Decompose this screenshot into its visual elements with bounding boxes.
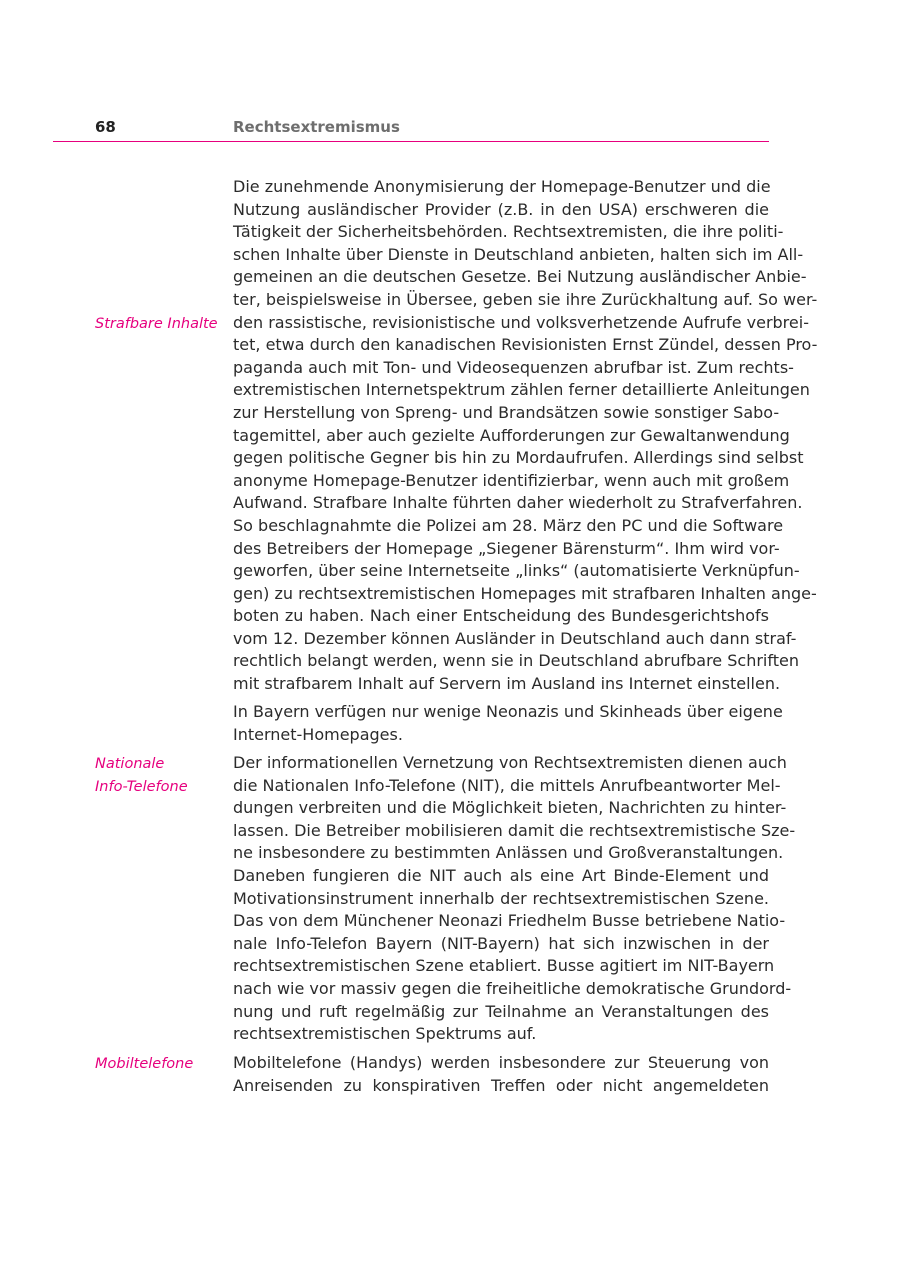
text-line: Nutzung ausländischer Provider (z.B. in den USA) erschweren die	[233, 199, 769, 219]
text-line: extremistischen Internetspektrum zählen ferner detaillierte Anleitungen	[233, 380, 810, 400]
text-line: rechtsextremistischen Spektrums auf.	[233, 1024, 537, 1044]
margin-note-nationale: Nationale	[95, 756, 165, 772]
text-line: rechtsextremistischen Szene etabliert. Busse agitiert im NIT-Bayern	[233, 956, 775, 976]
paragraph-bayern-homepages	[233, 701, 783, 746]
text-line: ne insbesondere zu bestimmten Anlässen und Großveranstaltungen.	[233, 843, 784, 863]
text-line: lassen. Die Betreiber mobilisieren damit die rechtsextremistische Sze-	[233, 820, 796, 840]
text-line: Daneben fungieren die NIT auch als eine Art Binde-Element und	[233, 865, 769, 885]
text-line: So beschlagnahmte die Polizei am 28. März den PC und die Software	[233, 515, 784, 535]
text-line: Tätigkeit der Sicherheitsbehörden. Rechtsextremisten, die ihre politi-	[233, 222, 784, 242]
text-line: Das von dem Münchener Neonazi Friedhelm Busse betriebene Natio-	[233, 911, 786, 931]
text-line: nach wie vor massiv gegen die freiheitliche demokratische Grundord-	[233, 978, 792, 998]
text-line: gegen politische Gegner bis hin zu Mordaufrufen. Allerdings sind selbst	[233, 448, 804, 468]
text-line: die Nationalen Info-Telefone (NIT), die mittels Anrufbeantworter Mel-	[233, 775, 781, 795]
paragraph-info-telefone	[233, 752, 796, 1046]
text-line: geworfen, über seine Internetseite „links“ (automatisierte Verknüpfun-	[233, 561, 800, 581]
text-line: zur Herstellung von Spreng- und Brandsätzen sowie sonstiger Sabo-	[233, 402, 780, 422]
text-line: paganda auch mit Ton- und Videosequenzen abrufbar ist. Zum rechts-	[233, 357, 794, 377]
margin-note-mobiltelefone: Mobiltelefone	[95, 1056, 194, 1072]
text-line: Die zunehmende Anonymisierung der Homepage-Benutzer und die	[233, 177, 771, 196]
text-line: Anreisenden zu konspirativen Treffen oder nicht angemeldeten	[233, 1075, 769, 1095]
text-line: nung und ruft regelmäßig zur Teilnahme an Veranstaltungen des	[233, 1001, 769, 1021]
text-line: ter, beispielsweise in Übersee, geben sie ihre Zurückhaltung auf. So wer-	[233, 289, 818, 309]
paragraph-mobiltelefone	[233, 1052, 769, 1097]
margin-note-strafbare-inhalte: Strafbare Inhalte	[95, 316, 218, 332]
text-line: den rassistische, revisionistische und volksverhetzende Aufrufe verbrei-	[233, 312, 809, 332]
header-rule	[53, 141, 769, 142]
page-header	[0, 114, 900, 144]
text-line: rechtlich belangt werden, wenn sie in Deutschland abrufbare Schriften	[233, 651, 799, 671]
text-line: Internet-Homepages.	[233, 724, 403, 744]
text-line: vom 12. Dezember können Ausländer in Deutschland auch dann straf-	[233, 628, 797, 648]
text-line: Der informationellen Vernetzung von Rechtsextremisten dienen auch	[233, 753, 787, 772]
text-line: anonyme Homepage-Benutzer identifizierbar, wenn auch mit großem	[233, 470, 790, 490]
text-line: tet, etwa durch den kanadischen Revisionisten Ernst Zündel, dessen Pro-	[233, 335, 818, 355]
paragraph-internet	[233, 176, 818, 696]
text-line: gen) zu rechtsextremistischen Homepages mit strafbaren Inhalten ange-	[233, 583, 817, 603]
text-line: schen Inhalte über Dienste in Deutschland anbieten, halten sich im All-	[233, 244, 804, 264]
page-number: 68	[95, 118, 116, 136]
text-line: Motivationsinstrument innerhalb der rechtsextremistischen Szene.	[233, 888, 769, 908]
running-title: Rechtsextremismus	[233, 118, 400, 136]
margin-note-info-telefone: Info-Telefone	[95, 779, 188, 795]
text-line: nale Info-Telefon Bayern (NIT-Bayern) hat sich inzwischen in der	[233, 933, 769, 953]
text-line: des Betreibers der Homepage „Siegener Bärensturm“. Ihm wird vor-	[233, 538, 780, 558]
text-line: boten zu haben. Nach einer Entscheidung des Bundesgerichtshofs	[233, 606, 769, 626]
text-line: gemeinen an die deutschen Gesetze. Bei Nutzung ausländischer Anbie-	[233, 267, 807, 287]
text-line: Mobiltelefone (Handys) werden insbesondere zur Steuerung von	[233, 1053, 769, 1072]
text-line: mit strafbarem Inhalt auf Servern im Ausland ins Internet einstellen.	[233, 674, 781, 694]
text-line: tagemittel, aber auch gezielte Aufforderungen zur Gewaltanwendung	[233, 425, 790, 445]
text-line: dungen verbreiten und die Möglichkeit bieten, Nachrichten zu hinter-	[233, 798, 787, 818]
text-line: Aufwand. Strafbare Inhalte führten daher wiederholt zu Strafverfahren.	[233, 493, 803, 513]
text-line: In Bayern verfügen nur wenige Neonazis und Skinheads über eigene	[233, 702, 783, 721]
